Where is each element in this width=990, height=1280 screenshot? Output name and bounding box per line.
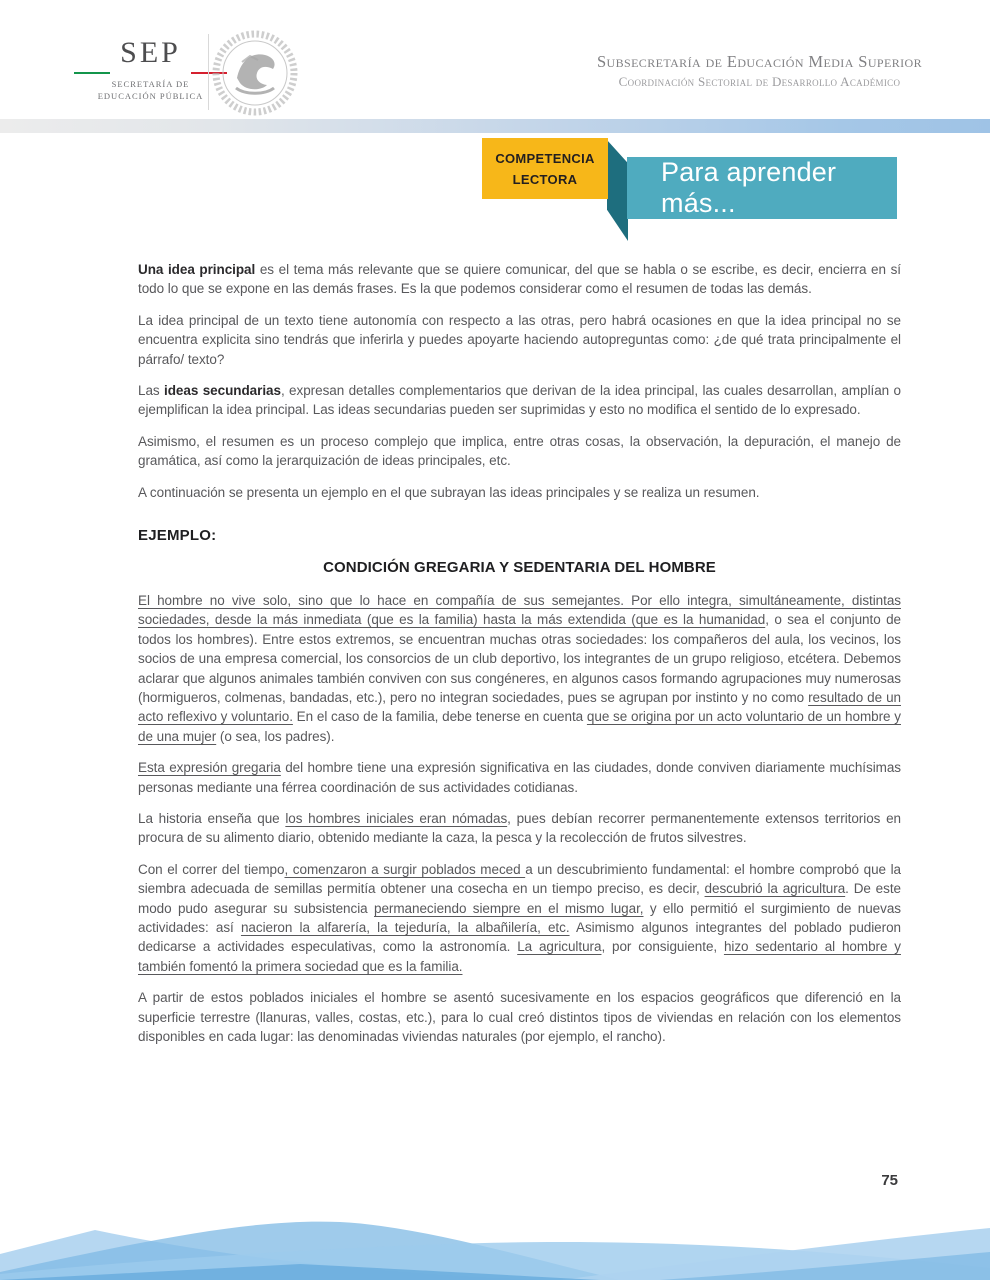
text-segment: del hombre tiene una expresión significativa en las ciudades, donde conviven diariamente muchísimas personas mediante una férrea coordinación de sus actividades cotidianas. (138, 760, 901, 795)
text-segment-b: Una idea principal (138, 262, 256, 277)
paragraph (138, 381, 901, 420)
badge-label-line2: LECTORA (512, 171, 578, 187)
intro-paragraphs (138, 260, 901, 502)
page-number: 75 (881, 1172, 898, 1189)
footer-waves-graphic (0, 1202, 990, 1280)
text-segment-u: los hombres iniciales eran nómadas (285, 810, 508, 826)
sep-flag-line-green (74, 72, 110, 74)
sep-subtitle-line2: EDUCACIÓN PÚBLICA (97, 91, 204, 101)
body-content (138, 260, 901, 1058)
text-segment: Asimismo algunos integrantes del poblado pudieron dedicarse a actividades especulativas, como la astronomía. (138, 919, 902, 955)
subsecretaria-title: Subsecretaría de Educación Media Superior (596, 52, 922, 71)
coordinacion-subtitle: Coordinación Sectorial de Desarrollo Académico (618, 74, 901, 89)
header (0, 0, 990, 118)
sep-acronym: SEP (120, 36, 181, 69)
text-segment-u: hizo sedentario al hombre y también fomentó la primera sociedad que es la familia. (138, 939, 901, 974)
example-heading: EJEMPLO: (138, 527, 217, 545)
text-segment: a un descubrimiento fundamental: el hombre comprobó que la siembra adecuada de semillas permitía obtener una cosecha en un tiempo preciso, es decir, (138, 861, 901, 897)
paragraph (138, 758, 901, 797)
gradient-divider-bar (0, 119, 990, 133)
ribbon-label: Para aprender más... (661, 157, 837, 218)
text-segment: , o sea el conjunto de todos los hombres). Entre estos extremos, se encuentran muchas otras sociedades: los compañeros del aula, los vecinos, los socios de una empresa comercial, los consorcios de un club deportivo, los integrantes de un grupo religioso, etcétera. Debemos aclarar que algunos animales también conviven con sus congéneres, en algunos casos formando agrupaciones muy numerosas (hormigueros, colmenas, bandadas, etc.), pero no integran sociedades, pues se agrupan por instinto y no como (138, 612, 902, 705)
text-segment: , por consiguiente, (601, 939, 724, 955)
text-segment: Las (138, 383, 165, 399)
text-segment: La historia enseña que (138, 810, 286, 826)
text-segment: , expresan detalles complementarios que derivan de la idea principal, las cuales desarrollan, amplían o ejemplifican la idea principal. Las ideas secundarias pueden ser suprimidas y esto no modifica el sentido de lo expresado. (138, 383, 901, 418)
ribbon-fold (607, 140, 628, 241)
text-segment: (o sea, los padres). (216, 728, 335, 744)
para-aprender-ribbon (627, 157, 897, 219)
text-segment-b: ideas secundarias (164, 383, 281, 399)
competencia-badge (482, 138, 608, 199)
text-segment: A continuación se presenta un ejemplo en el que subrayan las ideas principales y se realiza un resumen. (138, 484, 760, 500)
paragraph (138, 311, 901, 369)
text-segment-u: El hombre no vive solo, sino que lo hace en compañía de sus semejantes. Por ello integra, simultáneamente, distintas sociedades, desde la más inmediata (que es la familia) hasta la más extendida (que es la humanidad (138, 592, 901, 628)
text-segment: La idea principal de un texto tiene autonomía con respecto a las otras, pero habrá ocasiones en que la idea principal no se encuentra explicita sino tendrás que inferirla y puedes apoyarte haciendo autopreguntas como: ¿de qué trata principalmente el párrafo/ texto? (138, 312, 901, 367)
text-segment-u: La agricultura (517, 939, 602, 955)
paragraph (138, 483, 901, 502)
paragraph (138, 988, 901, 1046)
text-segment: y ello permitió el surgimiento de nuevas actividades: así (138, 900, 901, 935)
text-segment: En el caso de la familia, debe tenerse en cuenta (292, 709, 587, 725)
header-right (597, 52, 922, 90)
text-segment-u: descubrió la agricultura (704, 881, 846, 897)
paragraph (138, 432, 901, 471)
text-segment: Con el correr del tiempo (138, 861, 285, 877)
text-segment-u: Esta expresión gregaria (138, 760, 281, 776)
coat-of-arms-icon (212, 28, 298, 118)
badge-label-line1: COMPETENCIA (495, 150, 595, 166)
header-divider (208, 34, 209, 110)
text-segment: , pues debían recorrer permanentemente extensos territorios en procura de su alimento diario, obtenido mediante la caza, la pesca y la recolección de frutos silvestres. (138, 810, 902, 846)
text-segment: A partir de estos poblados iniciales el hombre se asentó sucesivamente en los espacios geográficos que diferenció en la superficie terrestre (llanuras, valles, costas, etc.), para lo cual creó distintos tipos de viviendas en relación con los elementos disponibles en cada lugar: las denominadas viviendas naturales (por ejemplo, el rancho). (138, 990, 901, 1044)
text-segment-u: resultado de un acto reflexivo y voluntario. (138, 689, 901, 725)
sep-flag-lines (88, 71, 213, 74)
text-segment: Asimismo, el resumen es un proceso complejo que implica, entre otras cosas, la observación, la depuración, el manejo de gramática, así como la jerarquización de ideas principales, etc. (138, 433, 901, 469)
paragraph (138, 809, 901, 848)
text-segment: . De este modo pudo asegurar su subsistencia (138, 881, 901, 916)
text-segment: es el tema más relevante que se quiere comunicar, del que se habla o se escribe, es decir, encierra en sí todo lo que se expone en las demás frases. Es la que podemos considerar como el resumen de todas las demás. (138, 262, 901, 297)
text-segment-u: que se origina por un acto voluntario de un hombre y de una mujer (138, 709, 901, 744)
paragraph (138, 591, 901, 746)
sep-subtitle-line1: SECRETARÍA DE (111, 79, 190, 89)
paragraph (138, 260, 901, 299)
text-segment-u: , comenzaron a surgir poblados meced (284, 861, 526, 877)
example-title: CONDICIÓN GREGARIA Y SEDENTARIA DEL HOMBRE (323, 559, 716, 577)
paragraph (138, 860, 901, 976)
sep-logo (88, 36, 213, 102)
text-segment-u: nacieron la alfarería, la tejeduría, la albañilería, etc. (240, 919, 570, 935)
text-segment-u: permaneciendo siempre en el mismo lugar, (374, 900, 644, 916)
example-paragraphs (138, 591, 901, 1047)
